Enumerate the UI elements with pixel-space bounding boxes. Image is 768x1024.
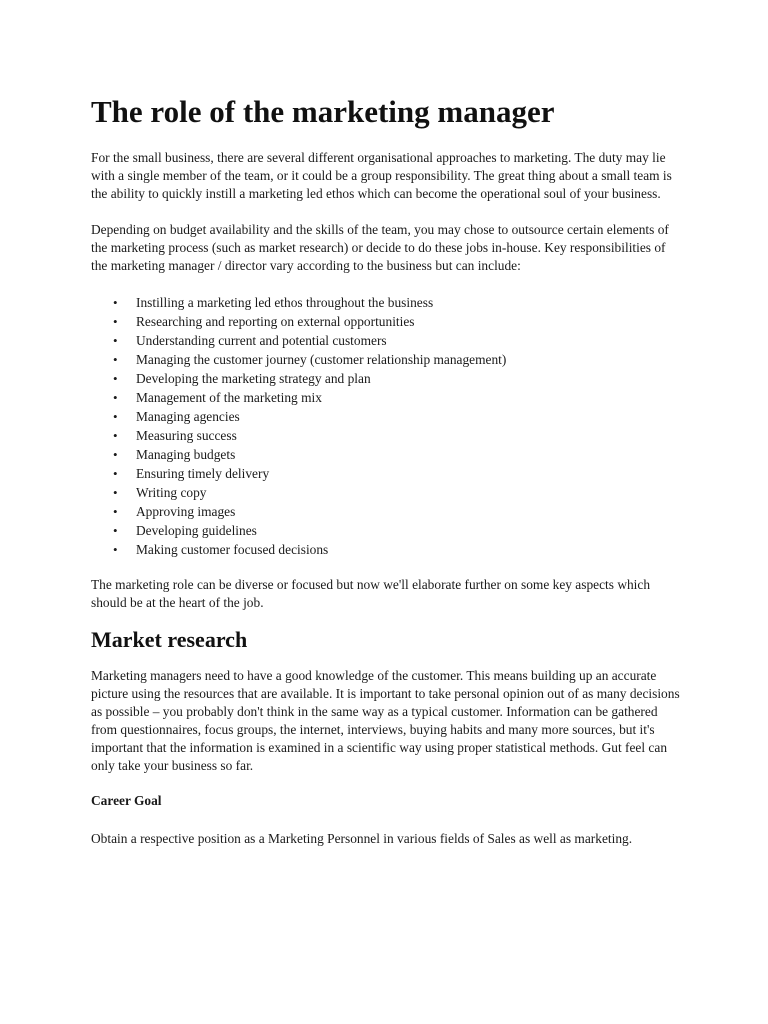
list-item bbox=[91, 445, 681, 464]
list-item bbox=[91, 369, 681, 388]
list-item-text: Researching and reporting on external opportunities bbox=[136, 314, 415, 329]
list-item bbox=[91, 293, 681, 312]
list-item bbox=[91, 483, 681, 502]
career-goal-paragraph: Obtain a respective position as a Marketing Personnel in various fields of Sales as well as marketing. bbox=[91, 831, 633, 846]
bullet-icon: • bbox=[113, 314, 118, 329]
intro-paragraph-1: For the small business, there are several different organisational approaches to marketing. The duty may lie with a single member of the team, or it could be a group responsibility. The great thing about a small team is the ability to quickly instill a marketing led ethos which can become the operational soul of your business. bbox=[91, 150, 672, 201]
bullet-icon: • bbox=[113, 390, 118, 405]
document-content bbox=[91, 94, 681, 848]
page-title: The role of the marketing manager bbox=[91, 94, 555, 129]
list-item bbox=[91, 426, 681, 445]
bullet-icon: • bbox=[113, 466, 118, 481]
list-item-text: Making customer focused decisions bbox=[136, 542, 329, 557]
list-item bbox=[91, 464, 681, 483]
market-research-paragraph: Marketing managers need to have a good knowledge of the customer. This means building up an accurate picture using the resources that are available. It is important to take personal opinion out of as many decisions as possible – you probably don't think in the same way as a typical customer. Information can be gathered from questionnaires, focus groups, the internet, interviews, buying habits and many more sources, but it's important that the information is examined in a scientific way using proper statistical methods. Gut feel can only take your business so far. bbox=[91, 668, 680, 773]
market-research-heading: Market research bbox=[91, 627, 248, 652]
list-item-text: Understanding current and potential customers bbox=[136, 333, 387, 348]
list-item-text: Approving images bbox=[136, 504, 236, 519]
list-item bbox=[91, 350, 681, 369]
responsibilities-list bbox=[91, 293, 681, 559]
bullet-icon: • bbox=[113, 485, 118, 500]
bullet-icon: • bbox=[113, 371, 118, 386]
list-item-text: Managing agencies bbox=[136, 409, 240, 424]
intro-paragraph-2: Depending on budget availability and the skills of the team, you may chose to outsource certain elements of the marketing process (such as market research) or decide to do these jobs in-house. Key responsibilities of the marketing manager / director vary according to the business but can include: bbox=[91, 222, 669, 273]
bullet-icon: • bbox=[113, 523, 118, 538]
list-item bbox=[91, 502, 681, 521]
list-item-text: Developing the marketing strategy and plan bbox=[136, 371, 371, 386]
list-item-text: Managing the customer journey (customer relationship management) bbox=[136, 352, 507, 367]
list-item-text: Instilling a marketing led ethos throughout the business bbox=[136, 295, 434, 310]
bullet-icon: • bbox=[113, 504, 118, 519]
list-item bbox=[91, 388, 681, 407]
bullet-icon: • bbox=[113, 295, 118, 310]
bullet-icon: • bbox=[113, 352, 118, 367]
career-goal-heading: Career Goal bbox=[91, 793, 162, 808]
list-item bbox=[91, 407, 681, 426]
list-item-text: Managing budgets bbox=[136, 447, 236, 462]
list-item-text: Writing copy bbox=[136, 485, 207, 500]
bullet-icon: • bbox=[113, 428, 118, 443]
list-item bbox=[91, 521, 681, 540]
closing-paragraph: The marketing role can be diverse or focused but now we'll elaborate further on some key aspects which should be at the heart of the job. bbox=[91, 577, 651, 610]
list-item-text: Developing guidelines bbox=[136, 523, 257, 538]
list-item bbox=[91, 312, 681, 331]
list-item-text: Measuring success bbox=[136, 428, 237, 443]
bullet-icon: • bbox=[113, 333, 118, 348]
list-item-text: Ensuring timely delivery bbox=[136, 466, 270, 481]
list-item bbox=[91, 540, 681, 559]
bullet-icon: • bbox=[113, 409, 118, 424]
list-item-text: Management of the marketing mix bbox=[136, 390, 322, 405]
list-item bbox=[91, 331, 681, 350]
bullet-icon: • bbox=[113, 447, 118, 462]
bullet-icon: • bbox=[113, 542, 118, 557]
